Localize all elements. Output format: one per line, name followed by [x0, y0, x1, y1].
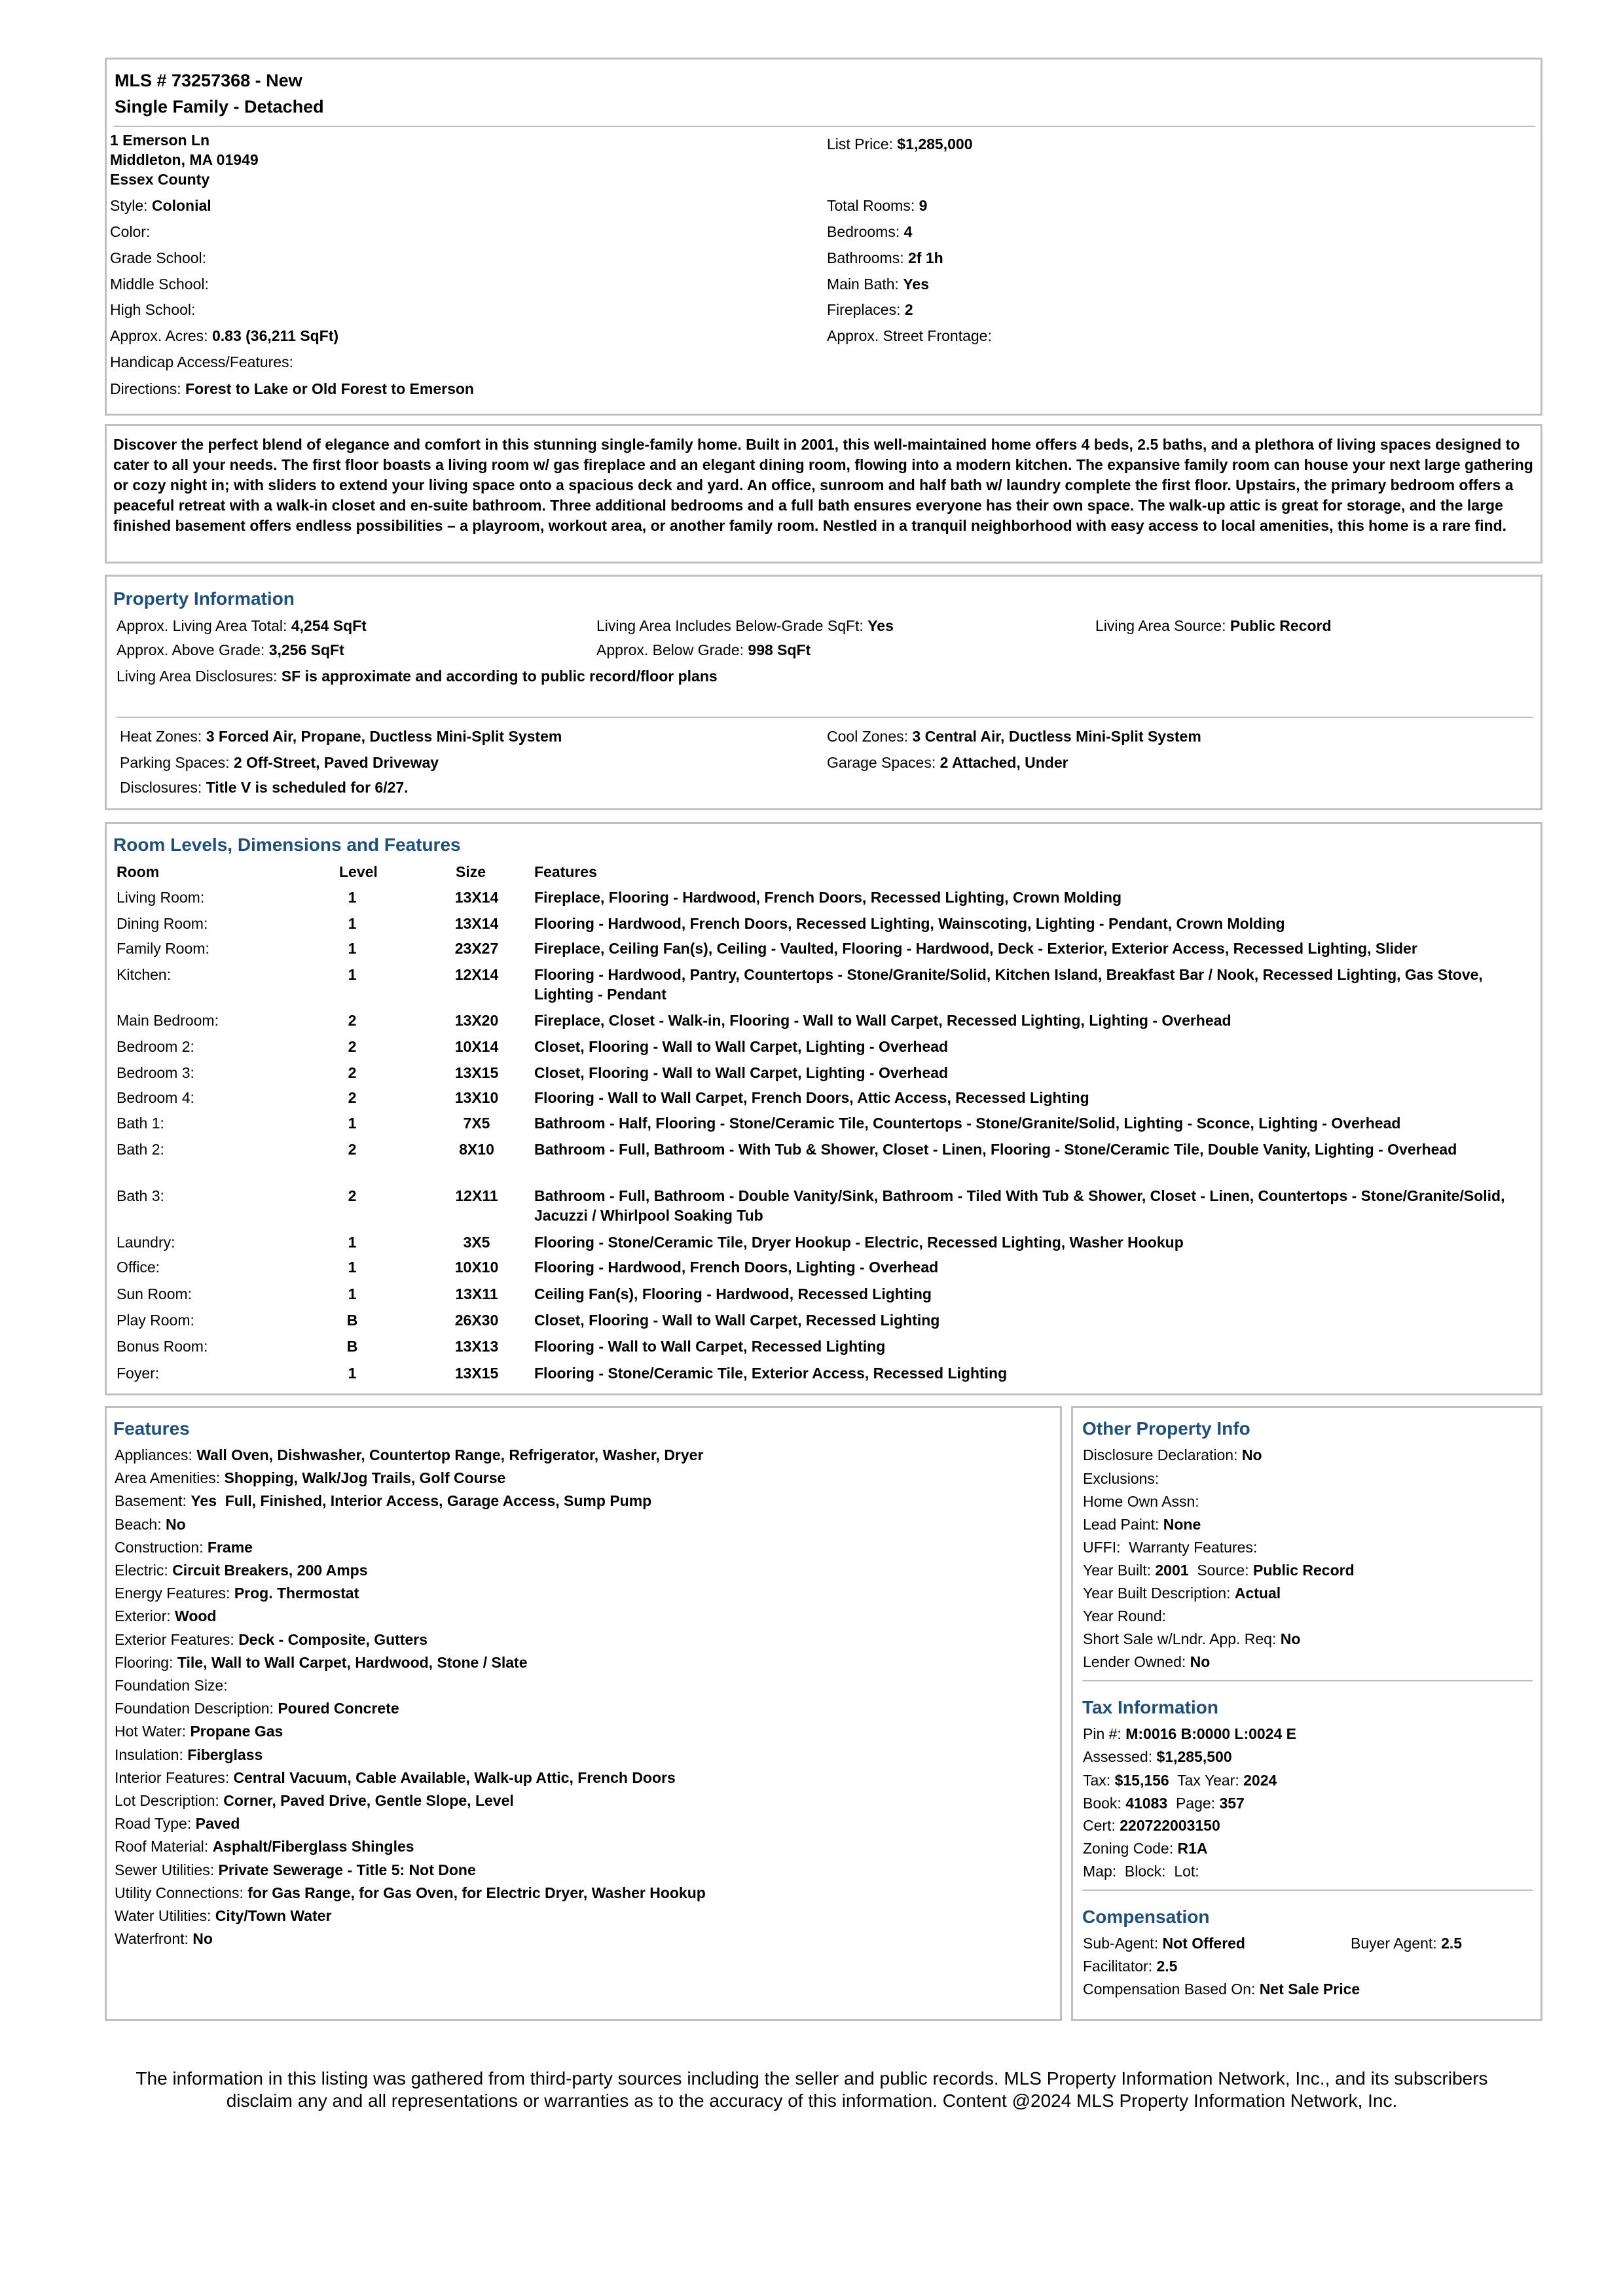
room-level: 1 [348, 1234, 357, 1251]
room-size: 10X14 [454, 1038, 499, 1055]
pin-number: Pin #: M:0016 B:0000 L:0024 E [1083, 1725, 1297, 1742]
description-text: Discover the perfect blend of elegance and comfort in this stunning single-family home. Built in 2001, this well-maintained home offers 4 beds, 2.5 baths, and a plethora of living spaces designed to cater to all your needs. The first floor boasts a living room w/ gas fireplace and an elegant dining room, flowing into a modern kitchen. The expansive family room can house your next large gathering or cozy night in; with sliders to extend your living space onto a spacious deck and yard. An office, sunroom and half bath w/ laundry complete the first floor. Upstairs, the primary bedroom offers a peaceful retreat with a walk-in closet and en-suite bathroom. Three additional bedrooms and a full bath ensures everyone has their own space. The walk-up attic is great for storage, and the large finished basement offers endless possibilities – a playroom, workout area, or another family room. Nestled in a tranquil neighborhood with easy access to local amenities, this home is a rare find. [113, 436, 1533, 534]
year-round: Year Round: [1083, 1607, 1167, 1624]
uffi-warranty: UFFI: Warranty Features: [1083, 1539, 1258, 1556]
rooms-title: Room Levels, Dimensions and Features [113, 834, 461, 855]
tax-amount: Tax: $15,156 Tax Year: 2024 [1083, 1772, 1277, 1789]
rooms-header-features: Features [534, 863, 597, 880]
feature-value: Wood [175, 1607, 217, 1625]
room-size: 12X11 [455, 1187, 498, 1204]
feature-item [115, 1883, 706, 1903]
room-level: 2 [348, 1187, 357, 1204]
room-name: Foyer: [117, 1365, 160, 1382]
disclosures: Disclosures: Title V is scheduled for 6/27. [120, 779, 409, 796]
feature-label: Hot Water: [115, 1723, 187, 1740]
room-size: 23X27 [454, 940, 499, 957]
room-name: Bath 3: [117, 1187, 164, 1204]
rooms-header-room: Room [117, 863, 160, 880]
disclaimer-line-2: disclaim any and all representations or warranties as to the accuracy of this information. Content @2024 MLS Property Information Network, Inc. [226, 2090, 1398, 2111]
living-area-below: Living Area Includes Below-Grade SqFt: Yes [596, 617, 894, 634]
room-size: 12X14 [454, 966, 499, 983]
book-page: Book: 41083 Page: 357 [1083, 1795, 1245, 1812]
room-name: Bath 1: [117, 1115, 164, 1132]
feature-value: Circuit Breakers, 200 Amps [172, 1562, 368, 1579]
feature-item [115, 1721, 283, 1741]
room-level: 1 [348, 1285, 357, 1302]
feature-item [115, 1445, 703, 1465]
feature-item [115, 1468, 505, 1488]
room-size: 3X5 [463, 1234, 490, 1251]
header-box [105, 58, 1542, 416]
room-level: 1 [348, 1115, 357, 1132]
main-bath-field: Main Bath: Yes [827, 276, 929, 293]
sub-agent: Sub-Agent: Not Offered [1083, 1935, 1245, 1952]
above-grade: Approx. Above Grade: 3,256 SqFt [117, 641, 344, 658]
year-built: Year Built: 2001 Source: Public Record [1083, 1562, 1355, 1579]
year-built-description: Year Built Description: Actual [1083, 1585, 1281, 1602]
feature-value: Tile, Wall to Wall Carpet, Hardwood, Stone / Slate [177, 1653, 528, 1671]
rooms-header-level: Level [339, 863, 378, 880]
feature-item [115, 1768, 676, 1787]
map-block-lot: Map: Block: Lot: [1083, 1863, 1199, 1880]
feature-item [115, 1606, 216, 1626]
feature-label: Lot Description: [115, 1792, 219, 1809]
room-size: 7X5 [463, 1115, 490, 1132]
room-level: 2 [348, 1064, 357, 1081]
below-grade: Approx. Below Grade: 998 SqFt [596, 641, 811, 658]
street-frontage-field: Approx. Street Frontage: [827, 327, 992, 344]
feature-item [115, 1745, 263, 1765]
home-own-assn: Home Own Assn: [1083, 1493, 1199, 1510]
room-level: 1 [348, 1259, 357, 1276]
feature-label: Sewer Utilities: [115, 1861, 215, 1878]
feature-label: Exterior Features: [115, 1630, 234, 1648]
assessed-value: Assessed: $1,285,500 [1083, 1748, 1232, 1765]
room-name: Bedroom 2: [117, 1038, 194, 1055]
feature-value: Deck - Composite, Gutters [238, 1630, 428, 1648]
short-sale: Short Sale w/Lndr. App. Req: No [1083, 1630, 1301, 1647]
feature-value: Central Vacuum, Cable Available, Walk-up Attic, French Doors [233, 1768, 676, 1786]
grade-school-field: Grade School: [110, 249, 207, 266]
mls-number: MLS # 73257368 - New [115, 71, 302, 90]
compensation-title: Compensation [1082, 1907, 1210, 1927]
feature-value: Propane Gas [190, 1723, 283, 1740]
compensation-based-on: Compensation Based On: Net Sale Price [1083, 1981, 1360, 1998]
feature-label: Appliances: [115, 1446, 192, 1463]
property-info-title: Property Information [113, 588, 295, 609]
feature-label: Exterior: [115, 1607, 171, 1625]
feature-label: Road Type: [115, 1815, 192, 1833]
room-level: 2 [348, 1038, 357, 1055]
room-name: Family Room: [117, 940, 210, 957]
room-level: 2 [348, 1089, 357, 1106]
room-size: 10X10 [454, 1259, 499, 1276]
feature-value: Private Sewerage - Title 5: Not Done [218, 1861, 476, 1878]
living-area-disclosures: Living Area Disclosures: SF is approximate and according to public record/floor plans [117, 668, 718, 685]
feature-value: Yes Full, Finished, Interior Access, Garage Access, Sump Pump [191, 1492, 652, 1510]
room-name: Laundry: [117, 1234, 175, 1251]
feature-value: Frame [207, 1538, 253, 1556]
room-size: 26X30 [454, 1312, 499, 1329]
feature-item [115, 1814, 240, 1833]
room-size: 13X14 [454, 889, 499, 906]
feature-item [115, 1537, 253, 1557]
property-type: Single Family - Detached [115, 97, 324, 117]
description-box [105, 424, 1542, 564]
room-size: 13X13 [454, 1338, 499, 1355]
feature-value: Fiberglass [187, 1746, 263, 1763]
room-features: Flooring - Wall to Wall Carpet, Recessed Lighting [534, 1338, 886, 1355]
cert-number: Cert: 220722003150 [1083, 1817, 1220, 1834]
room-name: Office: [117, 1259, 160, 1276]
room-size: 13X11 [455, 1285, 498, 1302]
other-info-title: Other Property Info [1082, 1418, 1250, 1439]
room-features: Fireplace, Ceiling Fan(s), Ceiling - Vaulted, Flooring - Hardwood, Deck - Exterior, Exterior Access, Recessed Lighting, Slider [534, 940, 1417, 957]
room-features: Bathroom - Half, Flooring - Stone/Ceramic Tile, Countertops - Stone/Granite/Solid, Lighting - Sconce, Lighting - Overhead [534, 1115, 1401, 1132]
living-area-total: Approx. Living Area Total: 4,254 SqFt [117, 617, 367, 634]
bathrooms-field: Bathrooms: 2f 1h [827, 249, 943, 266]
feature-value: Corner, Paved Drive, Gentle Slope, Level [223, 1792, 514, 1809]
property-info-divider [117, 717, 1533, 718]
feature-item [115, 1837, 414, 1856]
room-size: 13X20 [454, 1012, 499, 1029]
room-size: 8X10 [459, 1141, 494, 1158]
room-level: B [346, 1338, 358, 1355]
exclusions: Exclusions: [1083, 1470, 1159, 1487]
handicap-field: Handicap Access/Features: [110, 353, 293, 370]
feature-value: Poured Concrete [278, 1700, 399, 1717]
room-size: 13X10 [454, 1089, 499, 1106]
feature-item [115, 1698, 399, 1718]
parking-spaces: Parking Spaces: 2 Off-Street, Paved Driveway [120, 754, 439, 771]
middle-school-field: Middle School: [110, 276, 209, 293]
features-title: Features [113, 1418, 190, 1439]
feature-value: Wall Oven, Dishwasher, Countertop Range, Refrigerator, Washer, Dryer [196, 1446, 704, 1463]
room-features: Flooring - Stone/Ceramic Tile, Dryer Hookup - Electric, Recessed Lighting, Washer Hookup [534, 1234, 1184, 1251]
disclosure-declaration: Disclosure Declaration: No [1083, 1446, 1262, 1463]
room-features: Ceiling Fan(s), Flooring - Hardwood, Recessed Lighting [534, 1285, 932, 1302]
room-name: Sun Room: [117, 1285, 192, 1302]
lead-paint: Lead Paint: None [1083, 1516, 1201, 1533]
feature-item [115, 1860, 476, 1880]
disclaimer-line-1: The information in this listing was gathered from third-party sources including the seller and public records. MLS Property Information Network, Inc., and its subscribers [136, 2068, 1488, 2089]
feature-item [115, 1515, 186, 1534]
feature-item [115, 1929, 213, 1948]
feature-label: Flooring: [115, 1653, 173, 1671]
room-features: Fireplace, Closet - Walk-in, Flooring - Wall to Wall Carpet, Recessed Lighting, Lighting - Overhead [534, 1012, 1231, 1029]
feature-label: Energy Features: [115, 1585, 230, 1602]
room-features: Flooring - Hardwood, French Doors, Lighting - Overhead [534, 1259, 939, 1276]
county: Essex County [110, 171, 210, 188]
feature-value: Shopping, Walk/Jog Trails, Golf Course [224, 1469, 506, 1487]
room-name: Dining Room: [117, 915, 208, 932]
feature-item [115, 1906, 331, 1926]
feature-item [115, 1676, 228, 1695]
tax-title: Tax Information [1082, 1697, 1218, 1717]
directions-field: Directions: Forest to Lake or Old Forest to Emerson [110, 380, 474, 397]
room-size: 13X14 [454, 915, 499, 932]
room-name: Bedroom 4: [117, 1089, 194, 1106]
feature-label: Roof Material: [115, 1838, 209, 1856]
living-area-source: Living Area Source: Public Record [1095, 617, 1332, 634]
buyer-agent: Buyer Agent: 2.5 [1351, 1935, 1463, 1952]
feature-item [115, 1653, 527, 1672]
room-name: Bedroom 3: [117, 1064, 194, 1081]
feature-label: Basement: [115, 1492, 187, 1510]
garage-spaces: Garage Spaces: 2 Attached, Under [827, 754, 1068, 771]
total-rooms-field: Total Rooms: 9 [827, 197, 928, 214]
feature-value: No [192, 1930, 213, 1948]
room-level: 1 [348, 915, 357, 932]
feature-label: Waterfront: [115, 1930, 189, 1948]
room-name: Bath 2: [117, 1141, 164, 1158]
other-info-divider [1082, 1680, 1533, 1681]
high-school-field: High School: [110, 301, 196, 318]
feature-label: Interior Features: [115, 1768, 230, 1786]
room-level: 1 [348, 966, 357, 983]
room-level: B [346, 1312, 358, 1329]
room-level: 1 [348, 889, 357, 906]
room-name: Play Room: [117, 1312, 194, 1329]
room-level: 2 [348, 1141, 357, 1158]
feature-item [115, 1560, 367, 1580]
features-box [105, 1406, 1062, 2021]
feature-label: Construction: [115, 1538, 204, 1556]
rooms-box [105, 822, 1542, 1395]
feature-label: Area Amenities: [115, 1469, 221, 1487]
room-name: Living Room: [117, 889, 205, 906]
rooms-header-size: Size [456, 863, 486, 880]
zoning-code: Zoning Code: R1A [1083, 1840, 1208, 1857]
feature-value: Paved [195, 1815, 240, 1833]
list-price: List Price: $1,285,000 [827, 135, 973, 152]
feature-item [115, 1491, 651, 1511]
room-size: 13X15 [454, 1064, 499, 1081]
room-size: 13X15 [454, 1365, 499, 1382]
feature-item [115, 1791, 514, 1810]
feature-value: Asphalt/Fiberglass Shingles [212, 1838, 414, 1856]
room-features: Closet, Flooring - Wall to Wall Carpet, Lighting - Overhead [534, 1038, 949, 1055]
property-info-box [105, 575, 1542, 810]
room-level: 1 [348, 1365, 357, 1382]
feature-value: No [166, 1515, 186, 1533]
heat-zones: Heat Zones: 3 Forced Air, Propane, Ductless Mini-Split System [120, 728, 562, 745]
facilitator: Facilitator: 2.5 [1083, 1958, 1178, 1975]
cool-zones: Cool Zones: 3 Central Air, Ductless Mini-Split System [827, 728, 1201, 745]
fireplaces-field: Fireplaces: 2 [827, 301, 913, 318]
address-line-2: Middleton, MA 01949 [110, 151, 259, 168]
header-divider [113, 126, 1535, 127]
feature-item [115, 1630, 428, 1649]
room-name: Kitchen: [117, 966, 172, 983]
room-features: Flooring - Hardwood, Pantry, Countertops - Stone/Granite/Solid, Kitchen Island, Breakfast Bar / Nook, Recessed Lighting, Gas Stove, Lighting - Pendant [534, 966, 1483, 1003]
feature-label: Electric: [115, 1562, 168, 1579]
feature-value: Prog. Thermostat [234, 1585, 359, 1602]
feature-label: Beach: [115, 1515, 162, 1533]
room-name: Main Bedroom: [117, 1012, 219, 1029]
room-features: Bathroom - Full, Bathroom - With Tub & Shower, Closet - Linen, Flooring - Stone/Ceramic Tile, Double Vanity, Lighting - Overhead [534, 1141, 1457, 1158]
bedrooms-field: Bedrooms: 4 [827, 223, 913, 240]
feature-label: Foundation Size: [115, 1677, 228, 1694]
acres-field: Approx. Acres: 0.83 (36,211 SqFt) [110, 327, 339, 344]
feature-value: City/Town Water [215, 1907, 332, 1924]
feature-value: for Gas Range, for Gas Oven, for Electric Dryer, Washer Hookup [247, 1884, 706, 1901]
room-features: Closet, Flooring - Wall to Wall Carpet, Recessed Lighting [534, 1312, 940, 1329]
other-info-box [1071, 1406, 1542, 2021]
room-features: Closet, Flooring - Wall to Wall Carpet, Lighting - Overhead [534, 1064, 949, 1081]
feature-label: Foundation Description: [115, 1700, 274, 1717]
address-line-1: 1 Emerson Ln [110, 132, 210, 149]
feature-label: Water Utilities: [115, 1907, 211, 1924]
room-features: Fireplace, Flooring - Hardwood, French Doors, Recessed Lighting, Crown Molding [534, 889, 1122, 906]
room-level: 2 [348, 1012, 357, 1029]
room-level: 1 [348, 940, 357, 957]
room-name: Bonus Room: [117, 1338, 208, 1355]
tax-divider [1082, 1890, 1533, 1891]
room-features: Flooring - Hardwood, French Doors, Recessed Lighting, Wainscoting, Lighting - Pendant, Crown Molding [534, 915, 1285, 932]
room-features: Flooring - Stone/Ceramic Tile, Exterior Access, Recessed Lighting [534, 1365, 1008, 1382]
room-features: Flooring - Wall to Wall Carpet, French Doors, Attic Access, Recessed Lighting [534, 1089, 1089, 1106]
feature-label: Insulation: [115, 1746, 183, 1763]
room-features: Bathroom - Full, Bathroom - Double Vanity/Sink, Bathroom - Tiled With Tub & Shower, Closet - Linen, Countertops - Stone/Granite/Solid, Jacuzzi / Whirlpool Soaking Tub [534, 1187, 1505, 1224]
feature-label: Utility Connections: [115, 1884, 244, 1901]
feature-item [115, 1583, 359, 1603]
color-field: Color: [110, 223, 151, 240]
style-field: Style: Colonial [110, 197, 211, 214]
lender-owned: Lender Owned: No [1083, 1653, 1211, 1670]
